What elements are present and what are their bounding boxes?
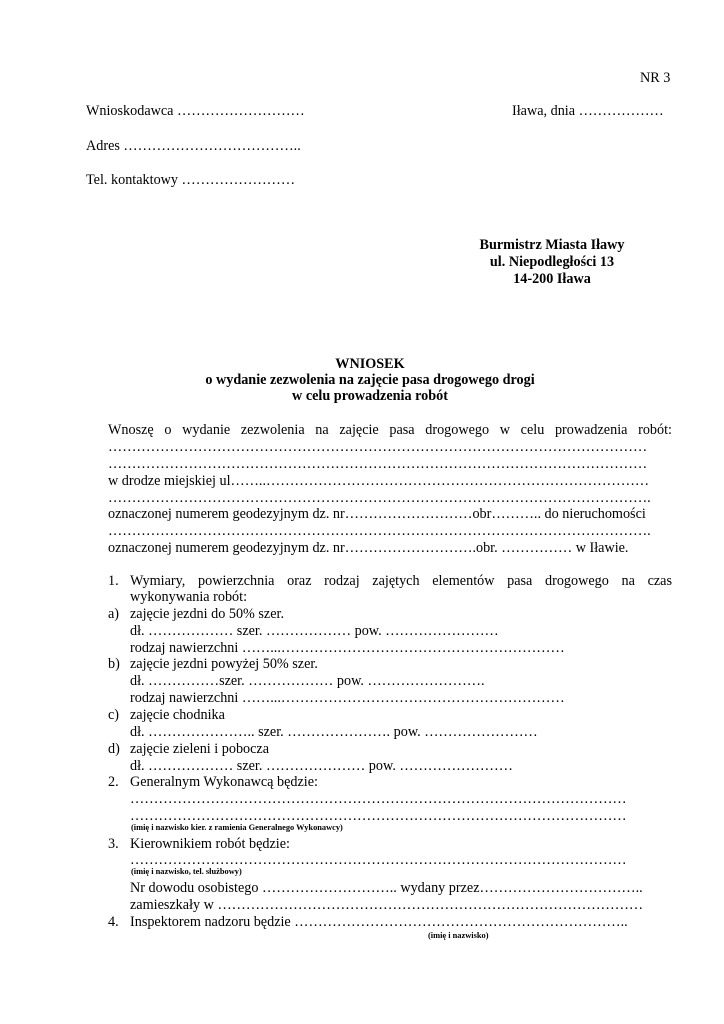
item-2-text: Generalnym Wykonawcą będzie: (130, 774, 318, 790)
sub-item-b-text: zajęcie jezdni powyżej 50% szer. (130, 656, 318, 672)
parcel-number-field-2: oznaczonej numerem geodezyjnym dz. nr……………………….obr. …………… w Iławie. (108, 540, 629, 556)
item-number: 1. (108, 573, 119, 589)
sub-item-label: c) (108, 707, 120, 723)
item-1-text-cont: wykonywania robót: (130, 589, 248, 605)
sub-item-label: a) (108, 606, 120, 622)
parcel-number-field: oznaczonej numerem geodezyjnym dz. nr………………………obr……….. do nieruchomości (108, 506, 646, 522)
sub-item-b-dimensions: dł. ……………szer. ……………… pow. ……………………. (130, 673, 485, 689)
item-4-caption: (imię i nazwisko) (428, 931, 489, 940)
intro-line: Wnoszę o wydanie zezwolenia na zajęcie pasa drogowego w celu prowadzenia robót: (108, 422, 672, 438)
dotted-line: ……………………………………………………………………………………………………. (108, 523, 651, 539)
sub-item-a-dimensions: dł. ……………… szer. ……………… pow. …………………… (130, 623, 499, 639)
phone-field: Tel. kontaktowy …………………… (86, 172, 296, 188)
sub-item-a-surface: rodzaj nawierzchni ……...…………………………………………………… (130, 640, 565, 656)
document-number: NR 3 (640, 70, 671, 86)
document-subtitle-2: w celu prowadzenia robót (292, 388, 448, 404)
document-subtitle: o wydanie zezwolenia na zajęcie pasa drogowego drogi (205, 372, 535, 388)
dotted-line: …………………………………………………………………………………………… (130, 808, 627, 824)
residence-field: zamieszkały w ……………………………………………………………………………… (130, 897, 644, 913)
dotted-line: ……………………………………………………………………………………………………. (108, 490, 651, 506)
item-number: 4. (108, 914, 119, 930)
addressee-street: ul. Niepodległości 13 (489, 254, 615, 270)
dotted-line: …………………………………………………………………………………………… (130, 791, 627, 807)
addressee-name: Burmistrz Miasta Iławy (479, 237, 625, 253)
sub-item-label: d) (108, 741, 120, 757)
sub-item-c-dimensions: dł. ………………….. szer. …………………. pow. …………………… (130, 724, 538, 740)
sub-item-c-text: zajęcie chodnika (130, 707, 225, 723)
applicant-field: Wnioskodawca ……………………… (86, 103, 305, 119)
sub-item-a-text: zajęcie jezdni do 50% szer. (130, 606, 285, 622)
item-3-caption: (imię i nazwisko, tel. służbowy) (131, 867, 242, 876)
dotted-line: …………………………………………………………………………………………… (130, 852, 627, 868)
address-field: Adres ……………………………….. (86, 138, 301, 154)
sub-item-d-text: zajęcie zieleni i pobocza (130, 741, 270, 757)
document-title: WNIOSEK (335, 356, 405, 372)
addressee-city: 14-200 Iława (513, 271, 591, 287)
dotted-line: …………………………………………………………………………………………………… (108, 439, 648, 455)
item-number: 2. (108, 774, 119, 790)
item-number: 3. (108, 836, 119, 852)
item-3-text: Kierownikiem robót będzie: (130, 836, 290, 852)
sub-item-label: b) (108, 656, 120, 672)
sub-item-d-dimensions: dł. ……………… szer. ………………… pow. …………………… (130, 758, 513, 774)
place-date-field: Iława, dnia ……………… (512, 103, 664, 119)
item-2-caption: (imię i nazwisko kier. z ramienia Generalnego Wykonawcy) (131, 823, 343, 832)
id-document-field: Nr dowodu osobistego ……………………….. wydany przez…………………………….. (130, 880, 643, 896)
street-field: w drodze miejskiej ul……..……………………………………………………………………… (108, 473, 650, 489)
dotted-line: …………………………………………………………………………………………………… (108, 456, 648, 472)
item-1-text: Wymiary, powierzchnia oraz rodzaj zajętych elementów pasa drogowego na czas (130, 573, 672, 589)
item-4-text: Inspektorem nadzoru będzie …………………………………………………………….. (130, 914, 628, 930)
sub-item-b-surface: rodzaj nawierzchni ……...…………………………………………………… (130, 690, 565, 706)
